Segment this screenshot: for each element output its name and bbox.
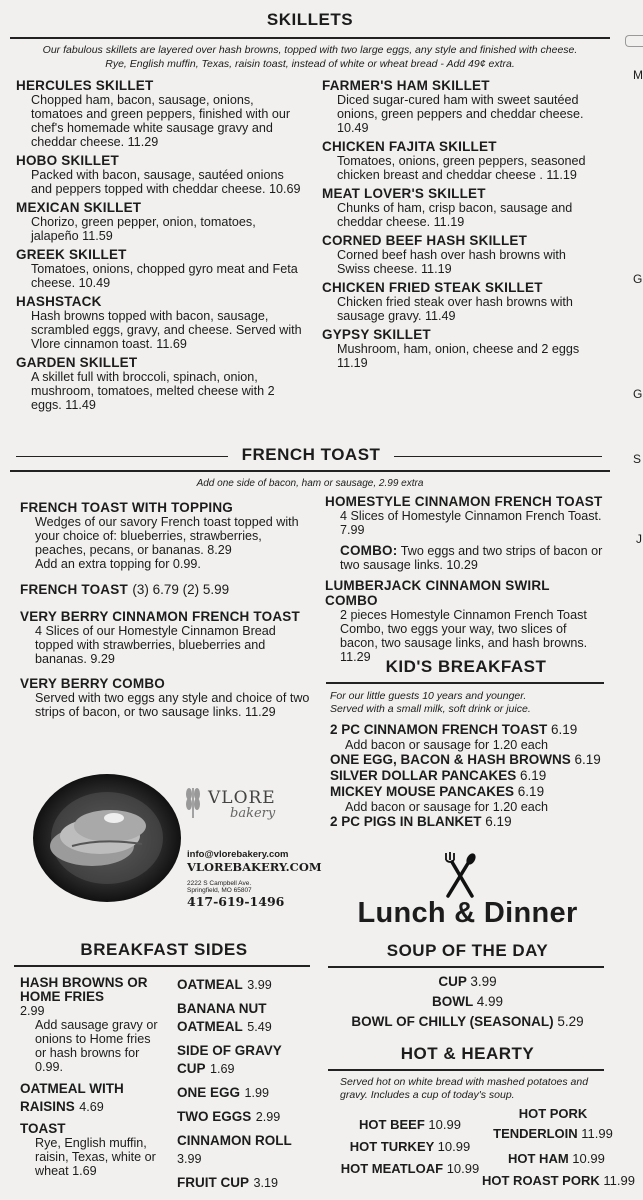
item-price: 6.19 — [485, 814, 512, 829]
edge-letter: M — [633, 68, 643, 82]
item-desc: Rye, English muffin, raisin, Texas, white or wheat 1.69 — [35, 1136, 156, 1178]
kids-item — [330, 814, 610, 830]
sides-left-column — [20, 976, 160, 1178]
fork-knife-icon — [440, 852, 480, 898]
item-name: COMBO: — [340, 543, 398, 558]
divider — [328, 1069, 604, 1071]
item-name: 2 PC PIGS IN BLANKET — [330, 814, 482, 829]
side-item — [177, 1084, 297, 1102]
item-price: 6.19 — [517, 784, 545, 799]
item-name: OATMEAL WITH RAISINS — [20, 1081, 124, 1114]
item-desc: Chopped ham, bacon, sausage, onions, tomatoes and green peppers, finished with our chef's homemade white sausage gravy and cheddar cheese. 11.29 — [31, 93, 291, 149]
item-desc: A skillet full with broccoli, spinach, onion, mushroom, tomatoes, melted cheese with 2 eggs. 11.49 — [31, 370, 275, 412]
adjacent-page-box — [625, 35, 643, 47]
item-price: 11.99 — [603, 1173, 635, 1188]
item-price: 3.99 — [470, 974, 497, 989]
item-desc: Add sausage gravy or onions to Home fries or hash browns for 0.99. — [35, 1018, 158, 1074]
item-price: 3.99 — [247, 978, 272, 992]
item-name: CHICKEN FAJITA SKILLET — [322, 139, 497, 154]
bakery-email: info@vlorebakery.com — [187, 849, 289, 860]
lunch-dinner-title: Lunch & Dinner — [357, 897, 578, 929]
side-item — [20, 1080, 160, 1116]
item-price: 2.99 — [20, 1004, 45, 1018]
skillets-left-column — [16, 78, 306, 416]
item-price: 3.99 — [177, 1152, 202, 1166]
bakery-contact — [187, 849, 322, 909]
side-item — [177, 1174, 297, 1192]
kids-menu — [330, 722, 610, 830]
menu-item — [16, 294, 306, 351]
item-name: TOAST — [20, 1121, 66, 1136]
item-name: ONE EGG — [177, 1085, 241, 1100]
item-name: ONE EGG, BACON & HASH BROWNS — [330, 752, 571, 767]
item-name: FRENCH TOAST WITH TOPPING — [20, 500, 234, 515]
side-item — [177, 1000, 297, 1036]
item-name: LUMBERJACK CINNAMON SWIRL COMBO — [325, 578, 550, 608]
french-toast-photo — [32, 772, 182, 904]
menu-item — [322, 233, 602, 276]
item-extra: Add an extra topping for 0.99. — [35, 557, 201, 571]
french-toast-note: Add one side of bacon, ham or sausage, 2.99 extra — [196, 478, 424, 489]
side-item — [177, 976, 297, 994]
item-desc: 4 Slices of our Homestyle Cinnamon Bread topped with strawberries, blueberries and bananas. 9.29 — [35, 624, 276, 666]
menu-item — [16, 247, 306, 290]
item-desc: 2 pieces Homestyle Cinnamon French Toast Combo, two eggs your way, two slices of bacon, two sausage links, and hash browns. 11.29 — [340, 608, 588, 664]
item-name: MEXICAN SKILLET — [16, 200, 142, 215]
side-item — [177, 1108, 297, 1126]
kids-note-1: For our little guests 10 years and younger. — [330, 690, 527, 702]
bakery-phone: 417-619-1496 — [187, 894, 285, 909]
item-desc: Chorizo, green pepper, onion, tomatoes, jalapeño 11.59 — [31, 215, 256, 243]
item-name: TWO EGGS — [177, 1109, 252, 1124]
menu-item — [322, 186, 602, 229]
item-desc: 4 Slices of Homestyle Cinnamon French Toast. 7.99 — [340, 509, 602, 537]
skillets-title: SKILLETS — [266, 10, 354, 29]
item-name: HOMESTYLE CINNAMON FRENCH TOAST — [325, 494, 603, 509]
item-name: OATMEAL — [177, 977, 243, 992]
skillets-note-1: Our fabulous skillets are layered over hash browns, topped with two large eggs, any style and finished with cheese. — [42, 44, 578, 56]
kids-item — [330, 752, 610, 768]
kids-item — [330, 784, 610, 800]
item-desc: Diced sugar-cured ham with sweet sautéed onions, green peppers and cheddar cheese. 10.49 — [337, 93, 584, 135]
menu-item — [322, 327, 602, 370]
item-desc: Corned beef hash over hash browns with Swiss cheese. 11.19 — [337, 248, 566, 276]
menu-item — [325, 543, 605, 572]
soup-item — [330, 972, 605, 992]
side-item — [177, 1132, 297, 1168]
wheat-icon — [178, 784, 208, 818]
item-name: FRENCH TOAST — [20, 582, 128, 597]
hot-item — [482, 1170, 638, 1192]
vlore-bakery-logo — [178, 780, 308, 836]
divider — [14, 965, 310, 967]
hot-item — [335, 1158, 485, 1180]
breakfast-sides-title: BREAKFAST SIDES — [80, 940, 248, 959]
item-name: FARMER'S HAM SKILLET — [322, 78, 490, 93]
skillets-note-2: Rye, English muffin, Texas, raisin toast, instead of white or wheat bread - Add 49¢ extra. — [105, 58, 515, 70]
item-price: 6.19 — [574, 752, 601, 767]
item-price: 3.19 — [253, 1176, 278, 1190]
menu-item — [20, 609, 310, 666]
item-price: 6.19 — [520, 768, 547, 783]
item-price: 10.99 — [572, 1151, 605, 1166]
item-desc: Chicken fried steak over hash browns with sausage gravy. 11.49 — [337, 295, 573, 323]
kids-title: KID'S BREAKFAST — [385, 657, 547, 676]
item-price: 2.99 — [255, 1110, 281, 1124]
item-desc: Two eggs and two strips of bacon or two sausage links. 10.29 — [340, 544, 603, 572]
item-name: HASHSTACK — [16, 294, 102, 309]
item-desc: Tomatoes, onions, chopped gyro meat and Feta cheese. 10.49 — [31, 262, 298, 290]
kids-note-2: Served with a small milk, soft drink or juice. — [330, 703, 531, 715]
divider — [394, 456, 602, 457]
item-name: CHICKEN FRIED STEAK SKILLET — [322, 280, 543, 295]
item-name: MICKEY MOUSE PANCAKES — [330, 784, 515, 799]
item-price: (3) 6.79 (2) 5.99 — [132, 582, 230, 597]
edge-letter: S — [633, 452, 642, 466]
item-name: CINNAMON ROLL — [177, 1133, 292, 1148]
item-price: 5.29 — [557, 1014, 584, 1029]
menu-item — [322, 280, 602, 323]
bakery-website: VLOREBAKERY.COM — [187, 860, 322, 874]
item-name: HOT ROAST PORK — [482, 1173, 600, 1188]
item-name: HOT HAM — [508, 1151, 569, 1166]
menu-item — [16, 78, 306, 149]
french-toast-left-column — [20, 500, 310, 723]
divider — [326, 682, 604, 684]
hot-item — [335, 1114, 485, 1136]
item-price: 6.19 — [551, 722, 578, 737]
kids-item — [330, 768, 610, 784]
kids-item-sub: Add bacon or sausage for 1.20 each — [345, 800, 549, 814]
soup-item — [330, 992, 605, 1012]
item-price: 1.69 — [209, 1062, 235, 1076]
skillets-right-column — [322, 78, 602, 374]
french-toast-title: FRENCH TOAST — [241, 445, 381, 464]
bakery-logo-sub: bakery — [230, 806, 276, 821]
item-name: HOT TURKEY — [349, 1139, 435, 1154]
item-desc: Chunks of ham, crisp bacon, sausage and cheddar cheese. 11.19 — [337, 201, 573, 229]
menu-item — [16, 153, 306, 196]
item-name: VERY BERRY CINNAMON FRENCH TOAST — [20, 609, 300, 624]
item-name: CUP — [438, 974, 467, 989]
item-name: SIDE OF GRAVY CUP — [177, 1043, 282, 1076]
hot-hearty-title: HOT & HEARTY — [400, 1044, 535, 1063]
item-name: HOT PORK TENDERLOIN — [493, 1106, 588, 1141]
item-name: HOBO SKILLET — [16, 153, 119, 168]
menu-item — [322, 78, 602, 135]
menu-item — [20, 500, 310, 571]
edge-letter: J — [636, 532, 642, 546]
item-name: CORNED BEEF HASH SKILLET — [322, 233, 528, 248]
french-toast-right-column — [325, 494, 605, 668]
item-desc: Wedges of our savory French toast topped with your choice of: blueberries, strawberries, peaches, pecans, or bananas. 8.29 — [35, 515, 299, 557]
item-name: BOWL OF CHILLY (SEASONAL) — [351, 1014, 554, 1029]
item-name: GYPSY SKILLET — [322, 327, 431, 342]
hot-item — [488, 1148, 638, 1170]
item-name: FRUIT CUP — [177, 1175, 249, 1190]
item-name: HASH BROWNS OR HOME FRIES — [20, 975, 148, 1004]
hot-item — [335, 1136, 485, 1158]
kids-item-sub: Add bacon or sausage for 1.20 each — [345, 738, 549, 752]
kids-item — [330, 722, 610, 738]
item-name: BOWL — [431, 994, 473, 1009]
item-name: SILVER DOLLAR PANCAKES — [330, 768, 517, 783]
hot-left-column — [335, 1114, 485, 1180]
divider — [16, 456, 228, 457]
menu-item — [20, 676, 310, 719]
soup-item — [330, 1012, 605, 1032]
item-name: MEAT LOVER'S SKILLET — [322, 186, 486, 201]
item-price: 5.49 — [247, 1020, 272, 1034]
hot-note-1: Served hot on white bread with mashed potatoes and — [340, 1076, 589, 1088]
item-price: 1.99 — [244, 1086, 269, 1100]
side-item — [177, 1042, 297, 1078]
hot-item — [488, 1104, 618, 1144]
item-price: 4.69 — [79, 1100, 104, 1114]
item-price: 10.99 — [428, 1117, 461, 1132]
item-desc: Served with two eggs any style and choice of two strips of bacon, or two sausage links. 11.29 — [35, 691, 310, 719]
menu-item — [325, 578, 605, 664]
side-item — [20, 1122, 160, 1178]
hot-right-column — [482, 1104, 638, 1192]
item-desc: Tomatoes, onions, green peppers, seasoned chicken breast and cheddar cheese . 11.19 — [337, 154, 586, 182]
item-name: HOT MEATLOAF — [340, 1161, 444, 1176]
item-desc: Packed with bacon, sausage, sautéed onions and peppers topped with cheddar cheese. 10.69 — [31, 168, 301, 196]
item-price: 10.99 — [446, 1161, 480, 1176]
hot-note-2: gravy. Includes a cup of today's soup. — [340, 1089, 515, 1101]
item-name: GREEK SKILLET — [16, 247, 127, 262]
soup-list — [330, 972, 605, 1032]
item-price: 4.99 — [476, 994, 504, 1009]
sides-right-column — [177, 976, 297, 1192]
item-name: HERCULES SKILLET — [16, 78, 154, 93]
menu-item — [322, 139, 602, 182]
item-name: 2 PC CINNAMON FRENCH TOAST — [330, 722, 548, 737]
item-price: 11.99 — [581, 1126, 613, 1141]
menu-item — [16, 355, 306, 412]
divider — [10, 470, 610, 472]
item-name: HOT BEEF — [359, 1117, 425, 1132]
bakery-logo-text: VLORE — [208, 788, 276, 808]
bakery-address-2: Springfield, MO 65807 — [187, 887, 252, 894]
item-name: GARDEN SKILLET — [16, 355, 138, 370]
edge-letter: G — [633, 387, 643, 401]
bakery-address-1: 2222 S Campbell Ave. — [187, 880, 252, 887]
divider — [10, 37, 610, 39]
item-name: BANANA NUT OATMEAL — [177, 1001, 267, 1034]
side-item — [20, 976, 160, 1074]
menu-item — [16, 200, 306, 243]
menu-item — [20, 581, 310, 599]
divider — [328, 966, 604, 968]
item-name: VERY BERRY COMBO — [20, 676, 165, 691]
item-price: 10.99 — [437, 1139, 471, 1154]
menu-item — [325, 494, 605, 537]
soup-title: SOUP OF THE DAY — [386, 941, 549, 960]
edge-letter: G — [633, 272, 643, 286]
item-desc: Mushroom, ham, onion, cheese and 2 eggs 11.19 — [337, 342, 580, 370]
item-desc: Hash browns topped with bacon, sausage, scrambled eggs, gravy, and cheese. Served with Vlore cinnamon toast. 11.69 — [31, 309, 302, 351]
